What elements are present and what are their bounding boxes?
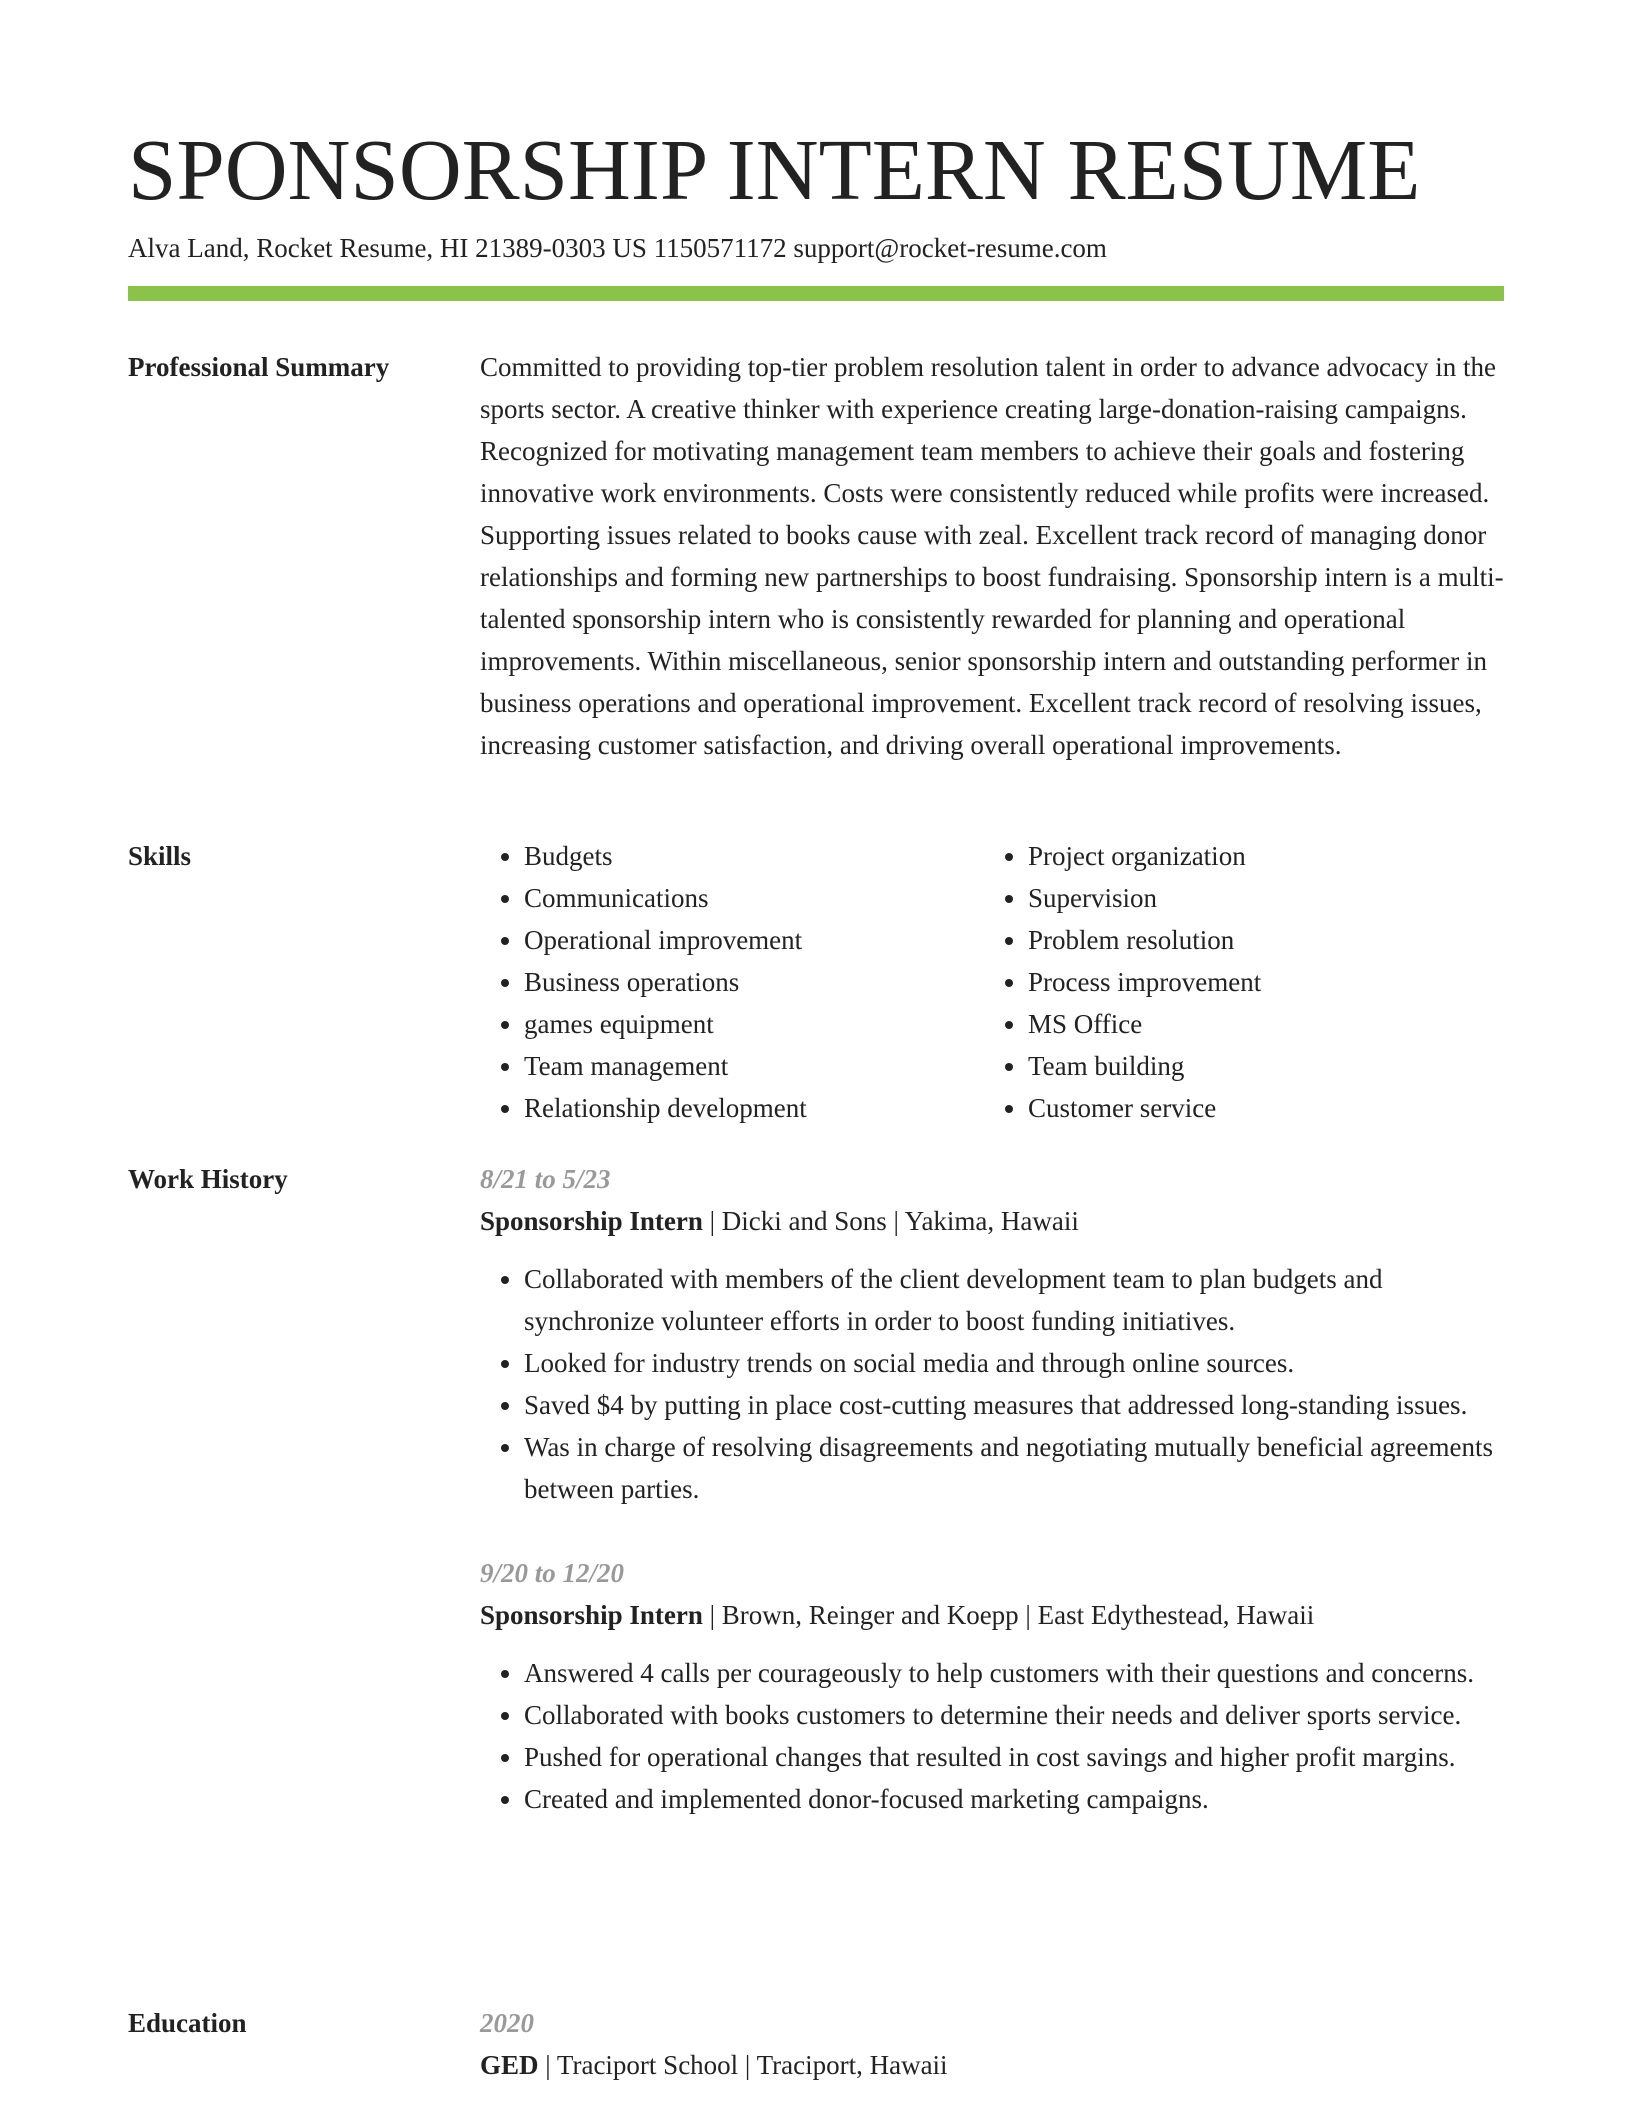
education-school-location: | Traciport School | Traciport, Hawaii	[538, 2050, 948, 2080]
skills-label: Skills	[128, 841, 192, 871]
job-bullet: • Was in charge of resolving disagreements and negotiating mutually beneficial agreements between parties.	[524, 1426, 1504, 1510]
job-employer-location: | Dicki and Sons | Yakima, Hawaii	[702, 1206, 1079, 1236]
education-heading	[480, 2044, 1504, 2086]
job-date: 8/21 to 5/23	[480, 1164, 611, 1194]
skill-item: • Business operations	[524, 961, 984, 1003]
skill-item: • Relationship development	[524, 1087, 984, 1129]
resume-title: SPONSORSHIP INTERN RESUME	[128, 121, 1421, 218]
skills-list-right	[984, 835, 1488, 1129]
job-bullet: • Created and implemented donor-focused marketing campaigns.	[524, 1778, 1504, 1820]
job-bullets	[480, 1652, 1504, 1820]
skill-item: • MS Office	[1028, 1003, 1488, 1045]
job-bullet: • Collaborated with books customers to determine their needs and deliver sports service.	[524, 1694, 1504, 1736]
job-bullet: • Pushed for operational changes that resulted in cost savings and higher profit margins.	[524, 1736, 1504, 1778]
education-body	[480, 2002, 1504, 2086]
job-date: 9/20 to 12/20	[480, 1558, 625, 1588]
job-bullet: • Saved $4 by putting in place cost-cutting measures that addressed long-standing issues.	[524, 1384, 1504, 1426]
skills-list-left	[480, 835, 984, 1129]
education-degree: GED	[480, 2050, 539, 2080]
skill-item: • Team building	[1028, 1045, 1488, 1087]
work-history-body	[480, 1158, 1504, 1820]
skill-item: • Team management	[524, 1045, 984, 1087]
skill-item: • Customer service	[1028, 1087, 1488, 1129]
education-date: 2020	[480, 2008, 534, 2038]
job-bullets	[480, 1258, 1504, 1510]
job-entry	[480, 1552, 1504, 1820]
skill-item: • games equipment	[524, 1003, 984, 1045]
work-history-label: Work History	[128, 1164, 288, 1194]
contact-line: Alva Land, Rocket Resume, HI 21389-0303 US 1150571172 support@rocket-resume.com	[128, 233, 1107, 263]
skill-item: • Project organization	[1028, 835, 1488, 877]
job-bullet: • Collaborated with members of the client development team to plan budgets and synchronize volunteer efforts in order to boost funding initiatives.	[524, 1258, 1504, 1342]
job-title: Sponsorship Intern	[480, 1206, 703, 1236]
job-entry	[480, 1158, 1504, 1510]
job-bullet: • Answered 4 calls per courageously to help customers with their questions and concerns.	[524, 1652, 1504, 1694]
summary-text: Committed to providing top-tier problem resolution talent in order to advance advocacy in the sports sector. A creative thinker with experience creating large-donation-raising campaigns. Recognized for motivating management team members to achieve their goals and fostering innovative work environments. Costs were consistently reduced while profits were increased. Supporting issues related to books cause with zeal. Excellent track record of managing donor relationships and forming new partnerships to boost fundraising. Sponsorship intern is a multi-talented sponsorship intern who is consistently rewarded for planning and operational improvements. Within miscellaneous, senior sponsorship intern and outstanding performer in business operations and operational improvement. Excellent track record of resolving issues, increasing customer satisfaction, and driving overall operational improvements.	[480, 352, 1504, 760]
skill-item: • Budgets	[524, 835, 984, 877]
summary-label: Professional Summary	[128, 352, 390, 382]
job-heading	[480, 1200, 1504, 1242]
skill-item: • Communications	[524, 877, 984, 919]
summary-body	[480, 346, 1504, 766]
header-divider	[128, 286, 1504, 301]
job-bullet: • Looked for industry trends on social media and through online sources.	[524, 1342, 1504, 1384]
skill-item: • Operational improvement	[524, 919, 984, 961]
education-label: Education	[128, 2008, 247, 2038]
skills-body	[480, 835, 1504, 1129]
job-title: Sponsorship Intern	[480, 1600, 703, 1630]
job-heading	[480, 1594, 1504, 1636]
job-employer-location: | Brown, Reinger and Koepp | East Edythestead, Hawaii	[702, 1600, 1315, 1630]
skill-item: • Problem resolution	[1028, 919, 1488, 961]
skill-item: • Supervision	[1028, 877, 1488, 919]
skill-item: • Process improvement	[1028, 961, 1488, 1003]
